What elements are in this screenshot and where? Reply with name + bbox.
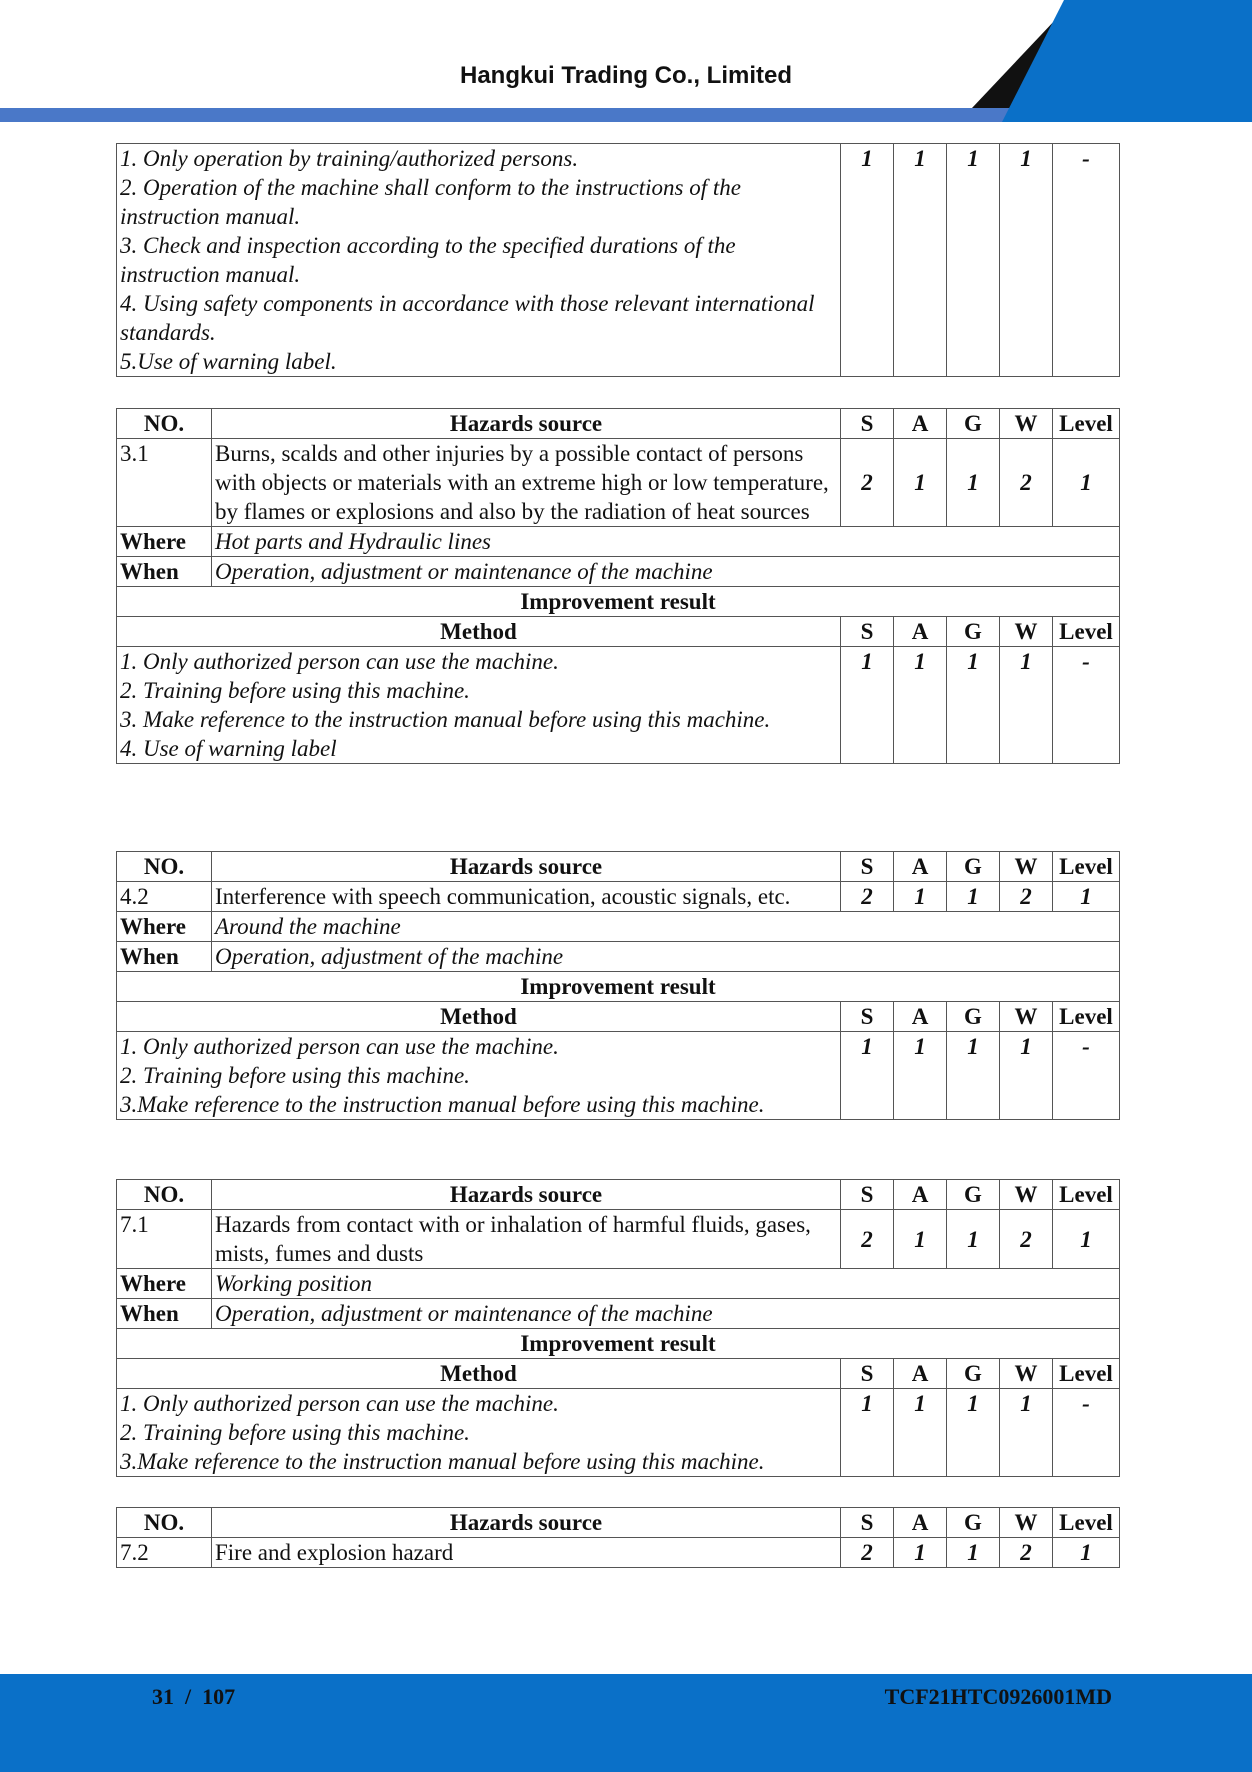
improvement-row [117,972,1120,1002]
score-g: 1 [947,1210,1000,1269]
score-a: 1 [894,1538,947,1568]
when-label: When [117,1299,212,1329]
col-a: A [894,1359,947,1389]
score-level: 1 [1053,1210,1120,1269]
hazard-source: Hazards from contact with or inhalation of harmful fluids, gases, mists, fumes and dusts [212,1210,841,1269]
col-g: G [947,852,1000,882]
score-level: 1 [1053,882,1120,912]
method-list [117,1389,841,1477]
result-s: 1 [841,1032,894,1120]
hazard-source: Fire and explosion hazard [212,1538,841,1568]
col-g: G [947,617,1000,647]
score-a: 1 [894,439,947,527]
when-label: When [117,557,212,587]
where-label: Where [117,912,212,942]
header-row [117,1180,1120,1210]
col-s: S [841,1359,894,1389]
method-item: 1. Only operation by training/authorized persons. [120,146,579,171]
header-row [117,1508,1120,1538]
result-s: 1 [841,647,894,764]
col-a: A [894,1508,947,1538]
when-row [117,942,1120,972]
col-no: NO. [117,409,212,439]
improvement-row [117,587,1120,617]
col-s: S [841,1180,894,1210]
result-a: 1 [894,1032,947,1120]
score-w: 1 [1000,144,1053,377]
score-a: 1 [894,882,947,912]
col-level: Level [1053,617,1120,647]
col-hazards-source: Hazards source [212,1508,841,1538]
improvement-title: Improvement result [117,972,1120,1002]
document-number: TCF21HTC0926001MD [884,1684,1112,1709]
col-w: W [1000,1002,1053,1032]
score-w: 2 [1000,882,1053,912]
where-label: Where [117,1269,212,1299]
method-item: 3. Make reference to the instruction manual before using this machine. [120,707,771,732]
hazard-source: Interference with speech communication, acoustic signals, etc. [212,882,841,912]
col-g: G [947,1359,1000,1389]
col-g: G [947,1002,1000,1032]
col-level: Level [1053,409,1120,439]
method-item: 3. Check and inspection according to the specified durations of the instruction manual. [120,233,736,287]
method-row [117,1032,1120,1120]
when-row [117,1299,1120,1329]
score-w: 2 [1000,1210,1053,1269]
method-row [117,1389,1120,1477]
method-row [117,144,1120,377]
when-label: When [117,942,212,972]
method-item: 1. Only authorized person can use the machine. [120,1391,559,1416]
result-g: 1 [947,647,1000,764]
score-a: 1 [894,144,947,377]
result-g: 1 [947,1389,1000,1477]
result-a: 1 [894,647,947,764]
method-item: 2. Training before using this machine. [120,1420,470,1445]
method-list [117,647,841,764]
result-w: 1 [1000,1032,1053,1120]
result-level: - [1053,1032,1120,1120]
score-w: 2 [1000,1538,1053,1568]
col-a: A [894,1180,947,1210]
col-g: G [947,1180,1000,1210]
where-value: Working position [212,1269,1120,1299]
score-g: 1 [947,144,1000,377]
hazard-row [117,439,1120,527]
method-item: 3.Make reference to the instruction manual before using this machine. [120,1449,765,1474]
col-g: G [947,409,1000,439]
method-header-row [117,617,1120,647]
col-a: A [894,1002,947,1032]
where-row [117,912,1120,942]
hazard-table [116,408,1120,764]
where-value: Hot parts and Hydraulic lines [212,527,1120,557]
result-g: 1 [947,1032,1000,1120]
col-hazards-source: Hazards source [212,1180,841,1210]
score-g: 1 [947,1538,1000,1568]
col-a: A [894,617,947,647]
col-s: S [841,1508,894,1538]
col-level: Level [1053,1002,1120,1032]
result-w: 1 [1000,647,1053,764]
col-no: NO. [117,1180,212,1210]
score-level: 1 [1053,439,1120,527]
where-row [117,1269,1120,1299]
score-a: 1 [894,1210,947,1269]
col-method: Method [117,617,841,647]
header-row [117,409,1120,439]
score-g: 1 [947,439,1000,527]
improvement-row [117,1329,1120,1359]
method-list [117,144,841,377]
where-value: Around the machine [212,912,1120,942]
score-level: - [1053,144,1120,377]
col-level: Level [1053,852,1120,882]
col-w: W [1000,1508,1053,1538]
col-w: W [1000,617,1053,647]
when-value: Operation, adjustment or maintenance of the machine [212,1299,1120,1329]
score-g: 1 [947,882,1000,912]
hazard-row [117,1538,1120,1568]
method-item: 1. Only authorized person can use the machine. [120,649,559,674]
col-s: S [841,1002,894,1032]
header-row [117,852,1120,882]
company-name: Hangkui Trading Co., Limited [459,62,792,89]
score-s: 2 [841,439,894,527]
col-level: Level [1053,1180,1120,1210]
hazard-row [117,1210,1120,1269]
score-s: 2 [841,1538,894,1568]
improvement-title: Improvement result [117,1329,1120,1359]
result-level: - [1053,1389,1120,1477]
hazard-no: 7.1 [117,1210,212,1269]
col-method: Method [117,1359,841,1389]
method-item: 2. Training before using this machine. [120,678,470,703]
col-w: W [1000,1359,1053,1389]
hazard-row [117,882,1120,912]
hazard-no: 3.1 [117,439,212,527]
when-row [117,557,1120,587]
score-s: 2 [841,882,894,912]
score-w: 2 [1000,439,1053,527]
when-value: Operation, adjustment of the machine [212,942,1120,972]
col-w: W [1000,852,1053,882]
col-w: W [1000,409,1053,439]
improvement-title: Improvement result [117,587,1120,617]
score-s: 1 [841,144,894,377]
method-item: 5.Use of warning label. [120,349,337,374]
hazard-source: Burns, scalds and other injuries by a possible contact of persons with objects or materials with an extreme high or low temperature, by flames or explosions and also by the radiation of heat sources [212,439,841,527]
hazard-no: 7.2 [117,1538,212,1568]
result-s: 1 [841,1389,894,1477]
result-level: - [1053,647,1120,764]
method-list [117,1032,841,1120]
col-s: S [841,409,894,439]
method-item: 3.Make reference to the instruction manual before using this machine. [120,1092,765,1117]
col-method: Method [117,1002,841,1032]
col-a: A [894,409,947,439]
col-g: G [947,1508,1000,1538]
hazard-table [116,1507,1120,1568]
col-level: Level [1053,1359,1120,1389]
measures-table-continued [116,143,1120,377]
col-level: Level [1053,1508,1120,1538]
method-item: 2. Operation of the machine shall conform to the instructions of the instruction manual. [120,175,741,229]
hazard-no: 4.2 [117,882,212,912]
method-item: 2. Training before using this machine. [120,1063,470,1088]
col-s: S [841,617,894,647]
col-hazards-source: Hazards source [212,852,841,882]
where-row [117,527,1120,557]
result-w: 1 [1000,1389,1053,1477]
method-header-row [117,1359,1120,1389]
hazard-table [116,851,1120,1120]
col-no: NO. [117,852,212,882]
method-item: 4. Using safety components in accordance with those relevant international standards. [120,291,815,345]
method-item: 4. Use of warning label [120,736,337,761]
col-no: NO. [117,1508,212,1538]
hazard-table [116,1179,1120,1477]
col-hazards-source: Hazards source [212,409,841,439]
result-a: 1 [894,1389,947,1477]
col-s: S [841,852,894,882]
method-item: 1. Only authorized person can use the machine. [120,1034,559,1059]
when-value: Operation, adjustment or maintenance of the machine [212,557,1120,587]
page-number: 31 / 107 [152,1684,236,1709]
score-level: 1 [1053,1538,1120,1568]
where-label: Where [117,527,212,557]
col-a: A [894,852,947,882]
header-decoration [972,0,1252,122]
score-s: 2 [841,1210,894,1269]
method-header-row [117,1002,1120,1032]
method-row [117,647,1120,764]
col-w: W [1000,1180,1053,1210]
